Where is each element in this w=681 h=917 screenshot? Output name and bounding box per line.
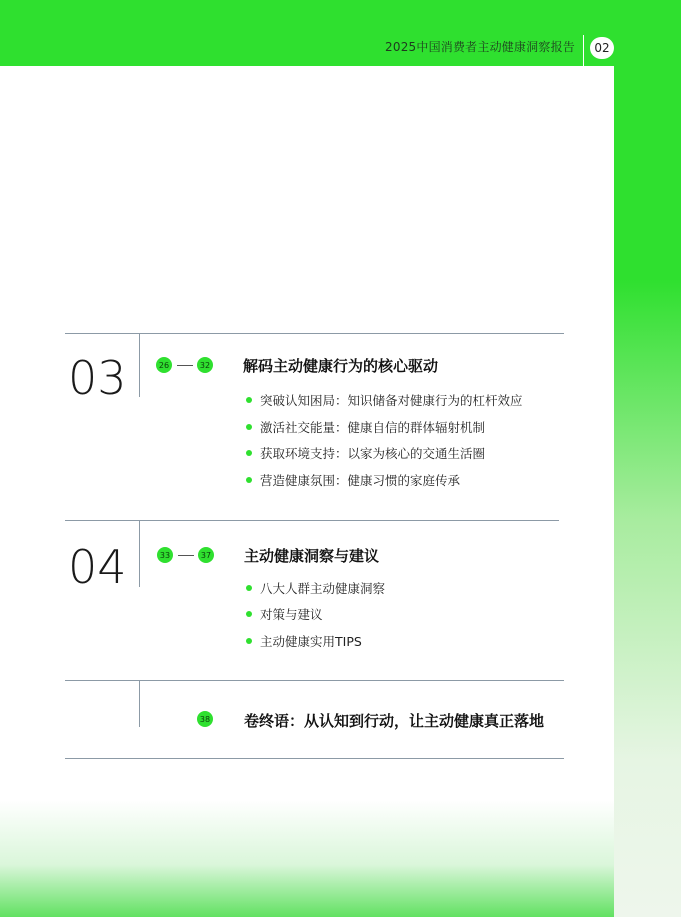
page-range-dash	[177, 365, 193, 366]
page-end-badge[interactable]: 37	[198, 547, 214, 563]
section-title[interactable]: 卷终语：从认知到行动，让主动健康真正落地	[244, 712, 545, 730]
page-range-dash	[178, 555, 194, 556]
list-item[interactable]	[246, 391, 523, 409]
list-item-label: 获取环境支持：以家为核心的交通生活圈	[260, 446, 486, 461]
bullet-dot-icon	[246, 638, 252, 644]
page-start-badge[interactable]: 38	[197, 711, 213, 727]
list-item-label: 八大人群主动健康洞察	[260, 581, 386, 596]
bullet-dot-icon	[246, 611, 252, 617]
bottom-divider	[65, 758, 564, 759]
page-start-badge[interactable]: 26	[156, 357, 172, 373]
list-item[interactable]	[246, 632, 362, 650]
section-vertical-rule	[139, 681, 140, 727]
page-start-badge[interactable]: 33	[157, 547, 173, 563]
list-item[interactable]	[246, 444, 485, 462]
bullet-dot-icon	[246, 397, 252, 403]
list-item[interactable]	[246, 579, 385, 597]
bullet-dot-icon	[246, 450, 252, 456]
list-item[interactable]	[246, 471, 460, 489]
section-number: 04	[68, 540, 127, 594]
report-title: 2025中国消费者主动健康洞察报告	[385, 40, 575, 54]
list-item[interactable]	[246, 605, 323, 623]
bullet-dot-icon	[246, 585, 252, 591]
page-number-badge: 02	[590, 37, 614, 59]
list-item[interactable]	[246, 418, 485, 436]
section-vertical-rule	[139, 334, 140, 397]
bullet-dot-icon	[246, 477, 252, 483]
section-vertical-rule	[139, 521, 140, 587]
list-item-label: 激活社交能量：健康自信的群体辐射机制	[260, 420, 486, 435]
section-title[interactable]: 解码主动健康行为的核心驱动	[243, 357, 439, 375]
right-accent-strip	[614, 0, 681, 917]
header-divider	[583, 35, 584, 66]
list-item-label: 对策与建议	[260, 607, 323, 622]
header-band	[0, 0, 614, 66]
list-item-label: 主动健康实用TIPS	[260, 634, 362, 649]
bottom-gradient	[0, 800, 614, 917]
list-item-label: 突破认知困局：知识储备对健康行为的杠杆效应	[260, 393, 523, 408]
page-end-badge[interactable]: 32	[197, 357, 213, 373]
bullet-dot-icon	[246, 424, 252, 430]
section-title[interactable]: 主动健康洞察与建议	[244, 547, 380, 565]
list-item-label: 营造健康氛围：健康习惯的家庭传承	[260, 473, 461, 488]
section-number: 03	[68, 351, 127, 405]
